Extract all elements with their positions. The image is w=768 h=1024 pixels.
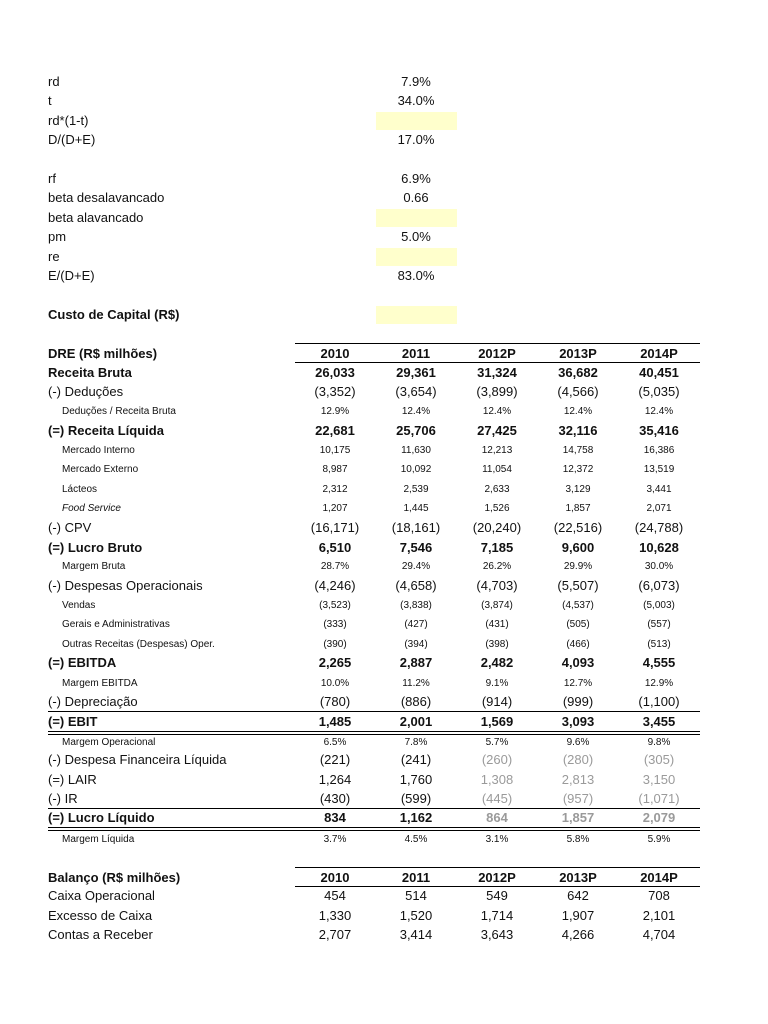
cell[interactable]: (22,516) — [553, 520, 603, 535]
row-label: Margem Bruta — [62, 561, 126, 572]
lucro-liquido-bottom-border-1 — [48, 827, 700, 828]
cell[interactable]: (466) — [566, 639, 590, 650]
balanco-header-row — [0, 868, 768, 887]
cell[interactable]: 31,324 — [477, 365, 517, 380]
year-header: 2010 — [320, 870, 350, 885]
cell[interactable]: (390) — [323, 639, 347, 650]
cell[interactable]: 12.4% — [563, 406, 593, 417]
cell[interactable]: (3,523) — [319, 600, 351, 611]
row-label: Receita Bruta — [48, 365, 132, 380]
cell[interactable]: 1,760 — [399, 772, 433, 787]
cell[interactable]: 2,265 — [318, 655, 352, 670]
cell[interactable]: (957) — [562, 791, 594, 806]
param-label: beta alavancado — [48, 210, 144, 225]
highlighted-input-cell[interactable] — [376, 248, 457, 266]
row-label: Caixa Operacional — [48, 888, 155, 903]
cell[interactable]: (557) — [647, 619, 671, 630]
dre-row-lacteos — [0, 480, 768, 499]
cell[interactable]: 10,092 — [400, 464, 432, 475]
dre-row-ebitda — [0, 653, 768, 672]
cell[interactable]: 5.9% — [647, 834, 671, 845]
cell[interactable]: 16,386 — [643, 445, 675, 456]
cell[interactable]: 2,887 — [399, 655, 433, 670]
year-header: 2012P — [478, 346, 516, 361]
cell[interactable]: 2,539 — [403, 484, 429, 495]
cell[interactable]: 549 — [486, 888, 508, 903]
row-label: Deduções / Receita Bruta — [62, 406, 176, 417]
row-label: (-) CPV — [48, 520, 92, 535]
year-header: 2010 — [320, 346, 350, 361]
cell[interactable]: 1,857 — [565, 503, 591, 514]
cell[interactable]: 12.4% — [401, 406, 431, 417]
cell[interactable]: (3,899) — [476, 384, 518, 399]
cell[interactable]: 2,707 — [318, 927, 352, 942]
balanco-title: Balanço (R$ milhões) — [48, 870, 181, 885]
cell[interactable]: 12.9% — [320, 406, 350, 417]
cell[interactable]: 25,706 — [396, 423, 436, 438]
dre-row-outras-receitas — [0, 635, 768, 654]
param-row-debt-ratio — [0, 130, 768, 149]
param-label: t — [48, 93, 52, 108]
cell[interactable]: (599) — [400, 791, 432, 806]
cell[interactable]: (886) — [400, 694, 432, 709]
param-value[interactable]: 5.0% — [401, 229, 431, 244]
cell[interactable]: (394) — [404, 639, 428, 650]
cell[interactable]: (333) — [323, 619, 347, 630]
cell[interactable]: 26.2% — [482, 561, 512, 572]
param-label: rd*(1-t) — [48, 113, 89, 128]
dre-row-despesas-operacionais — [0, 576, 768, 595]
cell[interactable]: 9.6% — [566, 737, 590, 748]
param-row-beta-unlevered — [0, 188, 768, 207]
dre-row-deducoes — [0, 382, 768, 401]
cell[interactable]: 1,445 — [403, 503, 429, 514]
cell[interactable]: 3,414 — [399, 927, 433, 942]
cell[interactable]: 4,266 — [561, 927, 595, 942]
cell[interactable]: (999) — [562, 694, 594, 709]
cell[interactable]: 12.4% — [482, 406, 512, 417]
dre-row-cpv — [0, 518, 768, 537]
cell[interactable]: 2,001 — [399, 714, 433, 729]
cell[interactable]: (398) — [485, 639, 509, 650]
cell[interactable]: (780) — [319, 694, 351, 709]
cell[interactable]: 11.2% — [402, 678, 430, 689]
cell[interactable]: 22,681 — [315, 423, 355, 438]
highlighted-input-cell[interactable] — [376, 112, 457, 130]
cell[interactable]: 9.1% — [485, 678, 509, 689]
cell[interactable]: 642 — [567, 888, 589, 903]
param-row-rf — [0, 169, 768, 188]
cell[interactable]: 2,813 — [561, 772, 595, 787]
row-label: Margem Operacional — [62, 737, 156, 748]
ebit-bottom-border-1 — [48, 731, 700, 732]
cell[interactable]: (431) — [485, 619, 509, 630]
custo-capital-row — [0, 305, 768, 324]
param-label: D/(D+E) — [48, 132, 96, 147]
cell[interactable]: 29.9% — [563, 561, 593, 572]
cell[interactable]: 14,758 — [562, 445, 594, 456]
cell[interactable]: 32,116 — [558, 423, 598, 438]
cell[interactable]: 3,129 — [565, 484, 591, 495]
dre-row-lair — [0, 770, 768, 789]
cell[interactable]: 6,510 — [318, 540, 352, 555]
year-header: 2011 — [401, 870, 431, 885]
cell[interactable]: 454 — [324, 888, 346, 903]
cell[interactable]: (16,171) — [310, 520, 360, 535]
cell[interactable]: 11,630 — [401, 445, 431, 456]
cell[interactable]: 1,207 — [322, 503, 348, 514]
dre-row-lucro-liquido — [0, 808, 768, 827]
row-label: (=) Lucro Bruto — [48, 540, 143, 555]
cell[interactable]: (505) — [566, 619, 590, 630]
cell[interactable]: 12.7% — [563, 678, 593, 689]
row-label: (-) Deduções — [48, 384, 124, 399]
dre-row-depreciacao — [0, 692, 768, 711]
param-value[interactable]: 17.0% — [397, 132, 435, 147]
cell[interactable]: 4,555 — [642, 655, 676, 670]
cell[interactable]: (3,352) — [314, 384, 356, 399]
cell[interactable]: 36,682 — [558, 365, 598, 380]
year-header: 2014P — [640, 346, 678, 361]
cell[interactable]: 834 — [324, 810, 346, 825]
cell[interactable]: 1,857 — [561, 810, 595, 825]
cell[interactable]: (6,073) — [638, 578, 680, 593]
param-label: beta desalavancado — [48, 190, 165, 205]
cell[interactable]: 5.7% — [485, 737, 509, 748]
dre-title: DRE (R$ milhões) — [48, 346, 158, 361]
param-label: re — [48, 249, 60, 264]
cell[interactable]: 12.4% — [644, 406, 674, 417]
dre-row-mercado-interno — [0, 441, 768, 460]
custo-capital-label: Custo de Capital (R$) — [48, 307, 180, 322]
cell[interactable]: 2,071 — [646, 503, 672, 514]
cell[interactable]: 4,704 — [642, 927, 676, 942]
cell[interactable]: 2,482 — [480, 655, 514, 670]
row-label: Mercado Interno — [62, 445, 135, 456]
cell[interactable]: 3.1% — [485, 834, 509, 845]
cell[interactable]: 40,451 — [639, 365, 679, 380]
dre-row-mercado-externo — [0, 460, 768, 479]
dre-row-margem-liquida — [0, 830, 768, 849]
dre-row-gerais-administrativas — [0, 615, 768, 634]
row-label: (=) EBITDA — [48, 655, 117, 670]
cell[interactable]: 6.5% — [323, 737, 347, 748]
cell[interactable]: 3,643 — [480, 927, 514, 942]
cell[interactable]: (1,100) — [638, 694, 680, 709]
dre-row-food-service — [0, 499, 768, 518]
cell[interactable]: 3.7% — [323, 834, 347, 845]
cell[interactable]: (430) — [319, 791, 351, 806]
cell[interactable]: 3,455 — [642, 714, 676, 729]
row-label: Vendas — [62, 600, 96, 611]
cell[interactable]: 1,907 — [561, 908, 595, 923]
dre-row-deducoes-ratio — [0, 402, 768, 421]
cell[interactable]: (4,703) — [476, 578, 518, 593]
cell[interactable]: 29,361 — [396, 365, 436, 380]
param-row-t — [0, 91, 768, 110]
cell[interactable]: 1,526 — [484, 503, 510, 514]
param-label: rf — [48, 171, 56, 186]
row-label: Margem Líquida — [62, 834, 135, 845]
cell[interactable]: 4,093 — [561, 655, 595, 670]
cell[interactable]: (280) — [562, 752, 594, 767]
cell[interactable]: (20,240) — [472, 520, 522, 535]
cell[interactable]: 1,485 — [318, 714, 352, 729]
row-label: (=) EBIT — [48, 714, 98, 729]
cell[interactable]: 30.0% — [644, 561, 674, 572]
row-label: (-) Despesas Operacionais — [48, 578, 203, 593]
year-header: 2012P — [478, 870, 516, 885]
row-label: Margem EBITDA — [62, 678, 138, 689]
year-header: 2011 — [401, 346, 431, 361]
cell[interactable]: (260) — [481, 752, 513, 767]
row-label: (=) Lucro Líquido — [48, 810, 155, 825]
cell[interactable]: 708 — [648, 888, 670, 903]
cell[interactable]: 1,264 — [318, 772, 352, 787]
cell[interactable]: (513) — [647, 639, 671, 650]
cell[interactable]: (1,071) — [638, 791, 680, 806]
cell[interactable]: 1,162 — [399, 810, 433, 825]
param-row-rd-after-tax — [0, 111, 768, 130]
row-label: Contas a Receber — [48, 927, 153, 942]
row-label: (-) IR — [48, 791, 78, 806]
row-label: Outras Receitas (Despesas) Oper. — [62, 639, 215, 650]
cell[interactable]: 9,600 — [561, 540, 595, 555]
dre-row-vendas — [0, 596, 768, 615]
param-value[interactable]: 0.66 — [403, 190, 429, 205]
cell[interactable]: 35,416 — [639, 423, 679, 438]
param-row-equity-ratio — [0, 266, 768, 285]
row-label: Mercado Externo — [62, 464, 139, 475]
year-header: 2014P — [640, 870, 678, 885]
cell[interactable]: 2,101 — [642, 908, 676, 923]
row-label: (-) Despesa Financeira Líquida — [48, 752, 227, 767]
cell[interactable]: 8,987 — [322, 464, 348, 475]
cell[interactable]: 7,185 — [480, 540, 514, 555]
param-value[interactable]: 6.9% — [401, 171, 431, 186]
dre-row-receita-bruta — [0, 363, 768, 382]
cell[interactable]: 5.8% — [566, 834, 590, 845]
balanco-row-excesso-caixa — [0, 906, 768, 925]
dre-row-despesa-financeira — [0, 750, 768, 769]
cell[interactable]: 11,054 — [482, 464, 512, 475]
year-header: 2013P — [559, 870, 597, 885]
param-label: pm — [48, 229, 67, 244]
row-label: Excesso de Caixa — [48, 908, 153, 923]
param-row-rd — [0, 72, 768, 91]
row-label: Gerais e Administrativas — [62, 619, 170, 630]
cell[interactable]: 12.9% — [644, 678, 674, 689]
cell[interactable]: (4,537) — [562, 600, 594, 611]
cell[interactable]: (4,246) — [314, 578, 356, 593]
balanco-row-caixa-operacional — [0, 886, 768, 905]
row-label: (=) LAIR — [48, 772, 97, 787]
cell[interactable]: 4.5% — [404, 834, 428, 845]
cell[interactable]: (3,838) — [400, 600, 432, 611]
param-value[interactable]: 34.0% — [397, 93, 435, 108]
cell[interactable]: (5,003) — [643, 600, 675, 611]
cell[interactable]: 13,519 — [643, 464, 675, 475]
cell[interactable]: 3,150 — [642, 772, 676, 787]
dre-row-receita-liquida — [0, 421, 768, 440]
cell[interactable]: 2,312 — [322, 484, 348, 495]
row-label: (-) Depreciação — [48, 694, 138, 709]
cell[interactable]: 2,633 — [484, 484, 510, 495]
dre-row-lucro-bruto — [0, 538, 768, 557]
cell[interactable]: 1,520 — [399, 908, 433, 923]
cell[interactable]: (4,566) — [557, 384, 599, 399]
cell[interactable]: 10.0% — [320, 678, 350, 689]
highlighted-input-cell[interactable] — [376, 306, 457, 324]
cell[interactable]: 514 — [405, 888, 427, 903]
cell[interactable]: 27,425 — [477, 423, 517, 438]
cell[interactable]: 3,093 — [561, 714, 595, 729]
cell[interactable]: (305) — [643, 752, 675, 767]
cell[interactable]: 2,079 — [642, 810, 676, 825]
cell[interactable]: (3,654) — [395, 384, 437, 399]
cell[interactable]: (241) — [400, 752, 432, 767]
dre-row-ebit — [0, 712, 768, 731]
param-value[interactable]: 83.0% — [397, 268, 435, 283]
param-row-beta-levered — [0, 208, 768, 227]
cell[interactable]: 1,330 — [318, 908, 352, 923]
cell[interactable]: 26,033 — [315, 365, 355, 380]
row-label: Food Service — [62, 503, 121, 514]
row-label: (=) Receita Líquida — [48, 423, 164, 438]
cell[interactable]: (5,035) — [638, 384, 680, 399]
dre-row-margem-ebitda — [0, 674, 768, 693]
param-row-pm — [0, 227, 768, 246]
cell[interactable]: (24,788) — [634, 520, 684, 535]
cell[interactable]: 9.8% — [647, 737, 671, 748]
cell[interactable]: 7,546 — [399, 540, 433, 555]
cell[interactable]: 10,175 — [319, 445, 351, 456]
param-label: rd — [48, 74, 60, 89]
year-header: 2013P — [559, 346, 597, 361]
cell[interactable]: 12,213 — [481, 445, 513, 456]
cell[interactable]: 3,441 — [646, 484, 672, 495]
cell[interactable]: (221) — [319, 752, 351, 767]
cell[interactable]: 29.4% — [401, 561, 431, 572]
cell[interactable]: 864 — [486, 810, 508, 825]
dre-header-row — [0, 344, 768, 363]
cell[interactable]: 12,372 — [562, 464, 594, 475]
cell[interactable]: 7.8% — [404, 737, 428, 748]
highlighted-input-cell[interactable] — [376, 209, 457, 227]
cell[interactable]: 1,569 — [480, 714, 514, 729]
cell[interactable]: 10,628 — [639, 540, 679, 555]
cell[interactable]: (4,658) — [395, 578, 437, 593]
cell[interactable]: 1,714 — [480, 908, 514, 923]
dre-row-ir — [0, 789, 768, 808]
cell[interactable]: (445) — [481, 791, 513, 806]
param-label: E/(D+E) — [48, 268, 95, 283]
cell[interactable]: 1,308 — [480, 772, 514, 787]
cell[interactable]: 28.7% — [320, 561, 350, 572]
cell[interactable]: (3,874) — [481, 600, 513, 611]
cell[interactable]: (18,161) — [391, 520, 441, 535]
param-value[interactable]: 7.9% — [401, 74, 431, 89]
balanco-row-contas-receber — [0, 925, 768, 944]
cell[interactable]: (5,507) — [557, 578, 599, 593]
row-label: Lácteos — [62, 484, 98, 495]
dre-row-margem-bruta — [0, 557, 768, 576]
cell[interactable]: (427) — [404, 619, 428, 630]
param-row-re — [0, 247, 768, 266]
cell[interactable]: (914) — [481, 694, 513, 709]
